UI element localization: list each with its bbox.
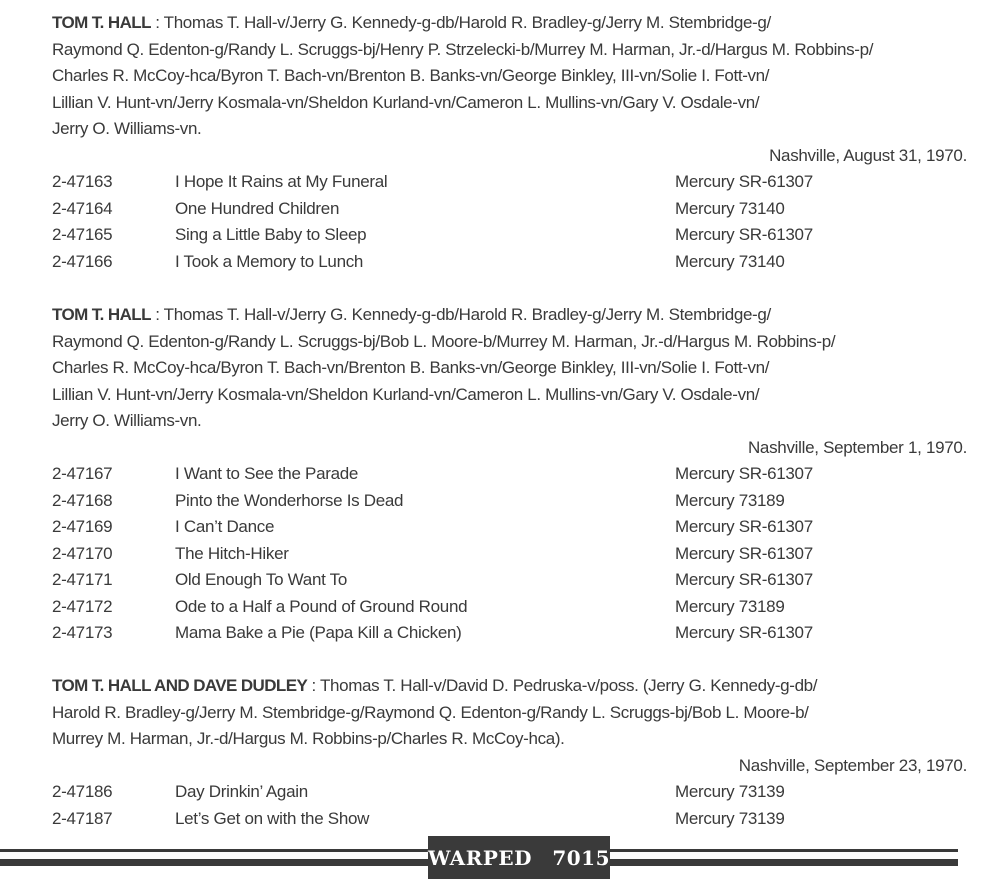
session-place-date: Nashville, September 23, 1970. bbox=[738, 755, 967, 775]
release-issue: Mercury SR-61307 bbox=[675, 464, 813, 483]
matrix-number: 2-47167 bbox=[52, 464, 113, 483]
track-title: I Can’t Dance bbox=[175, 517, 275, 536]
personnel-line: Lillian V. Hunt-vn/Jerry Kosmala-vn/Sheldon Kurland-vn/Cameron L. Mullins-vn/Gary V. Osdale-vn/ bbox=[52, 384, 760, 404]
footer-rule-thick-left bbox=[0, 859, 430, 866]
footer-page-badge bbox=[428, 836, 610, 879]
artist-name: TOM T. HALL bbox=[52, 305, 151, 324]
track-row bbox=[52, 541, 967, 568]
session-1 bbox=[52, 10, 967, 275]
personnel-line: Charles R. McCoy-hca/Byron T. Bach-vn/Brenton B. Banks-vn/George Binkley, III-vn/Solie I. Fott-vn/ bbox=[52, 358, 770, 377]
matrix-number: 2-47173 bbox=[52, 623, 113, 642]
personnel-line: Thomas T. Hall-v/David D. Pedruska-v/poss. (Jerry G. Kennedy-g-db/ bbox=[320, 676, 818, 695]
release-issue: Mercury 73189 bbox=[675, 490, 785, 510]
track-title: I Hope It Rains at My Funeral bbox=[175, 172, 388, 191]
track-title: Mama Bake a Pie (Papa Kill a Chicken) bbox=[175, 623, 462, 642]
track-row bbox=[52, 567, 967, 594]
personnel-line: Jerry O. Williams-vn. bbox=[52, 411, 202, 430]
artist-name: TOM T. HALL AND DAVE DUDLEY bbox=[52, 676, 308, 695]
session-personnel bbox=[52, 302, 967, 435]
track-row bbox=[52, 169, 967, 196]
personnel-line: Thomas T. Hall-v/Jerry G. Kennedy-g-db/Harold R. Bradley-g/Jerry M. Stembridge-g/ bbox=[163, 305, 771, 324]
matrix-number: 2-47169 bbox=[52, 517, 113, 536]
artist-separator: : bbox=[150, 305, 164, 324]
matrix-number: 2-47170 bbox=[52, 543, 113, 563]
footer-label: WARPED bbox=[428, 845, 532, 870]
release-issue: Mercury 73140 bbox=[675, 251, 785, 271]
matrix-number: 2-47165 bbox=[52, 225, 113, 244]
track-title: Let’s Get on with the Show bbox=[175, 808, 370, 828]
release-issue: Mercury 73139 bbox=[675, 808, 785, 828]
track-row bbox=[52, 806, 967, 833]
track-row bbox=[52, 249, 967, 276]
track-title: Ode to a Half a Pound of Ground Round bbox=[175, 596, 468, 616]
track-title: Pinto the Wonderhorse Is Dead bbox=[175, 490, 404, 510]
track-row bbox=[52, 222, 967, 249]
track-title: Day Drinkin’ Again bbox=[175, 782, 308, 801]
matrix-number: 2-47186 bbox=[52, 782, 113, 801]
session-personnel bbox=[52, 10, 967, 143]
track-row bbox=[52, 594, 967, 621]
personnel-line: Jerry O. Williams-vn. bbox=[52, 119, 202, 138]
artist-separator: : bbox=[307, 676, 320, 695]
footer-rule-thin-left bbox=[0, 849, 430, 852]
release-issue: Mercury SR-61307 bbox=[675, 517, 813, 536]
track-title: Sing a Little Baby to Sleep bbox=[175, 225, 367, 244]
matrix-number: 2-47172 bbox=[52, 596, 113, 616]
artist-name: TOM T. HALL bbox=[52, 13, 151, 32]
release-issue: Mercury SR-61307 bbox=[675, 172, 813, 191]
release-issue: Mercury SR-61307 bbox=[675, 570, 813, 589]
track-row bbox=[52, 620, 967, 647]
personnel-line: Raymond Q. Edenton-g/Randy L. Scruggs-bj/Bob L. Moore-b/Murrey M. Harman, Jr.-d/Hargus M. Robbins-p/ bbox=[52, 331, 836, 351]
session-place-date: Nashville, September 1, 1970. bbox=[747, 437, 967, 457]
page-number: 7015 bbox=[552, 845, 610, 870]
matrix-number: 2-47166 bbox=[52, 251, 113, 271]
session-personnel bbox=[52, 673, 967, 753]
track-row bbox=[52, 461, 967, 488]
personnel-line: Harold R. Bradley-g/Jerry M. Stembridge-g/Raymond Q. Edenton-g/Randy L. Scruggs-bj/Bob L. Moore-b/ bbox=[52, 702, 809, 722]
track-title: I Want to See the Parade bbox=[175, 464, 359, 483]
release-issue: Mercury 73139 bbox=[675, 782, 785, 801]
personnel-line: Murrey M. Harman, Jr.-d/Hargus M. Robbins-p/Charles R. McCoy-hca). bbox=[52, 729, 565, 748]
matrix-number: 2-47171 bbox=[52, 570, 113, 589]
personnel-line: Charles R. McCoy-hca/Byron T. Bach-vn/Brenton B. Banks-vn/George Binkley, III-vn/Solie I. Fott-vn/ bbox=[52, 66, 770, 85]
release-issue: Mercury SR-61307 bbox=[675, 543, 813, 563]
session-3 bbox=[52, 673, 967, 832]
footer-rule-thin-right bbox=[608, 849, 958, 852]
release-issue: Mercury SR-61307 bbox=[675, 623, 813, 642]
release-issue: Mercury 73189 bbox=[675, 596, 785, 616]
track-title: One Hundred Children bbox=[175, 198, 340, 218]
footer-rule-thick-right bbox=[608, 859, 958, 866]
matrix-number: 2-47164 bbox=[52, 198, 113, 218]
track-title: Old Enough To Want To bbox=[175, 570, 348, 589]
track-row bbox=[52, 779, 967, 806]
matrix-number: 2-47187 bbox=[52, 808, 113, 828]
track-row bbox=[52, 514, 967, 541]
personnel-line: Thomas T. Hall-v/Jerry G. Kennedy-g-db/Harold R. Bradley-g/Jerry M. Stembridge-g/ bbox=[163, 13, 771, 32]
personnel-line: Raymond Q. Edenton-g/Randy L. Scruggs-bj/Henry P. Strzelecki-b/Murrey M. Harman, Jr.-d/Hargus M. Robbins-p/ bbox=[52, 39, 874, 59]
personnel-line: Lillian V. Hunt-vn/Jerry Kosmala-vn/Sheldon Kurland-vn/Cameron L. Mullins-vn/Gary V. Osdale-vn/ bbox=[52, 92, 760, 112]
session-2 bbox=[52, 302, 967, 647]
release-issue: Mercury SR-61307 bbox=[675, 225, 813, 244]
track-row bbox=[52, 488, 967, 515]
track-row bbox=[52, 196, 967, 223]
session-place-date: Nashville, August 31, 1970. bbox=[769, 145, 967, 165]
matrix-number: 2-47168 bbox=[52, 490, 113, 510]
matrix-number: 2-47163 bbox=[52, 172, 113, 191]
release-issue: Mercury 73140 bbox=[675, 198, 785, 218]
track-title: The Hitch-Hiker bbox=[175, 543, 289, 563]
artist-separator: : bbox=[150, 13, 164, 32]
track-title: I Took a Memory to Lunch bbox=[175, 251, 364, 271]
